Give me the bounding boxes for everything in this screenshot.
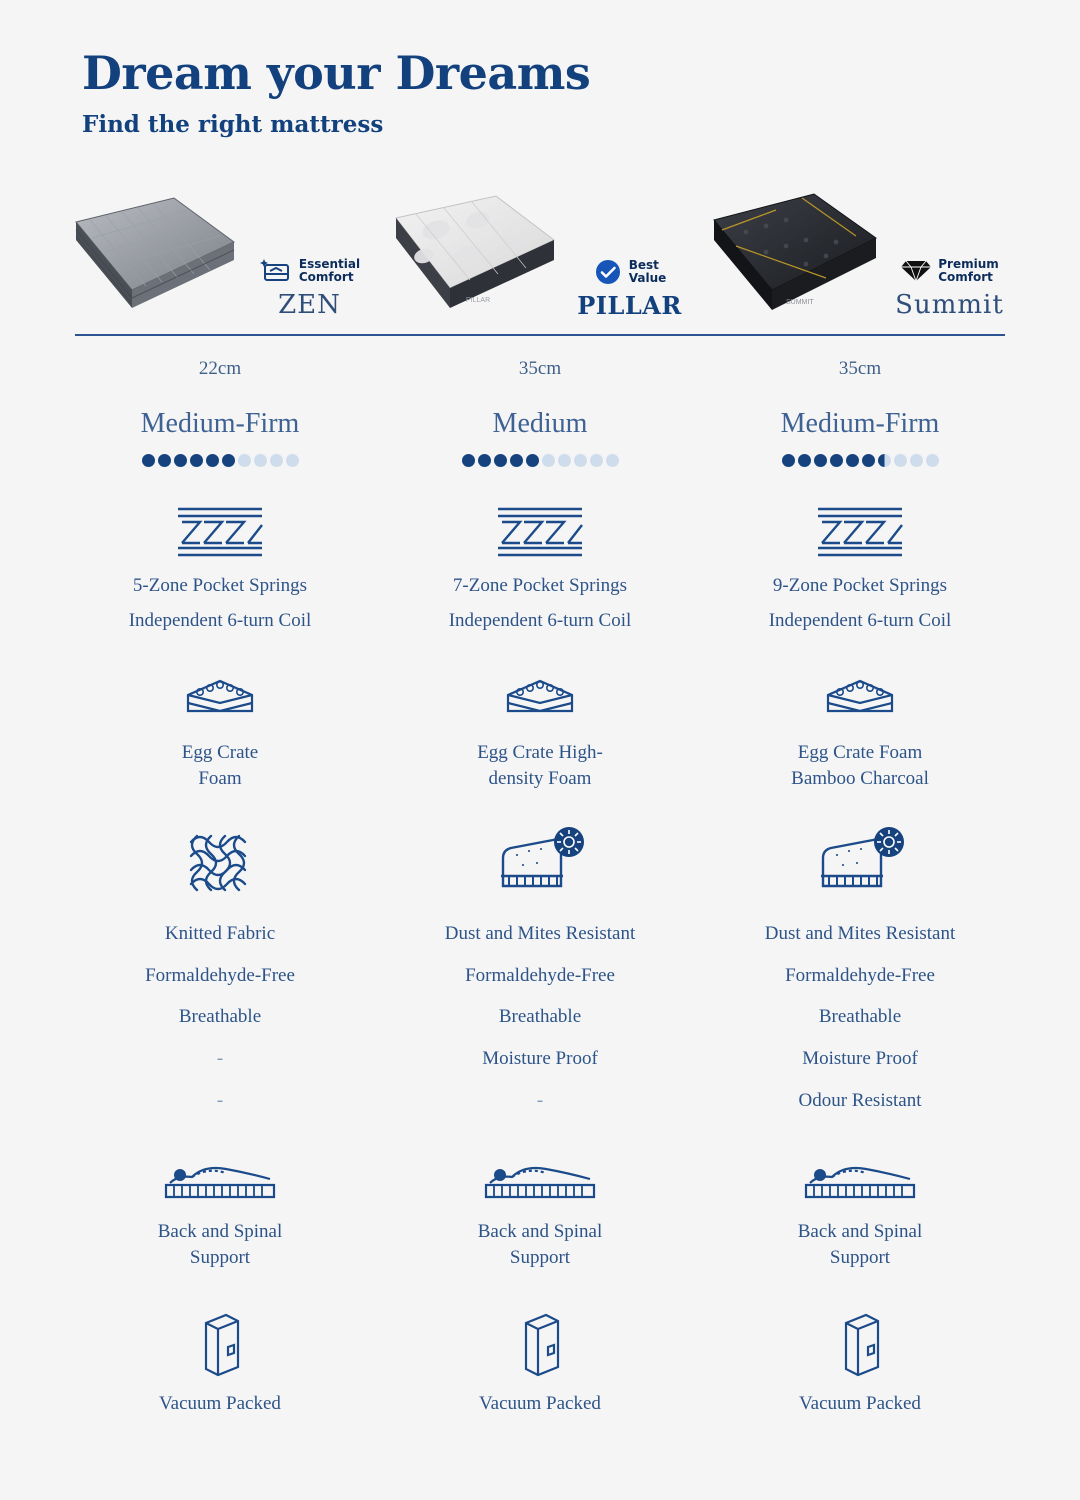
support-line1-zen: Back and Spinal <box>157 1221 283 1243</box>
pocket-springs-icon <box>380 501 700 563</box>
springs-line2-pillar: Independent 6-turn Coil <box>448 610 632 632</box>
page-title: Dream your Dreams <box>82 46 591 100</box>
fabric-feature-3-pillar: Breathable <box>498 1006 582 1028</box>
mattress-image-pillar <box>386 186 561 326</box>
brand-block-zen <box>245 254 375 326</box>
brand-name-summit: Summit <box>895 289 1004 320</box>
height-value-pillar: 35cm <box>518 357 562 379</box>
foam-line1-summit: Egg Crate Foam <box>797 741 923 763</box>
fabric-feature-2-pillar: Formaldehyde-Free <box>465 964 615 986</box>
height-value-zen: 22cm <box>198 357 242 379</box>
egg-crate-foam-icon <box>60 668 380 730</box>
pocket-springs-icon <box>700 501 1020 563</box>
springs-line1-summit: 9-Zone Pocket Springs <box>772 574 948 596</box>
packing-row <box>0 1271 1080 1417</box>
height-value-summit: 35cm <box>838 357 882 379</box>
badge-zen <box>245 254 375 288</box>
support-line2-pillar: Support <box>509 1247 571 1268</box>
dust-mite-resistant-icon <box>700 825 1020 905</box>
packing-label-pillar: Vacuum Packed <box>479 1392 601 1414</box>
egg-crate-foam-icon <box>380 668 700 730</box>
fabric-feature-2-zen: Formaldehyde-Free <box>145 964 295 986</box>
foam-line2-zen: Foam <box>198 767 242 789</box>
fabric-feature-1-pillar: Dust and Mites Resistant <box>444 923 636 945</box>
sparkle-bed-icon <box>259 256 293 286</box>
brand-name-pillar: PILLAR <box>577 290 682 320</box>
fabric-feature-1-zen: Knitted Fabric <box>164 923 276 945</box>
support-line1-summit: Back and Spinal <box>797 1221 923 1243</box>
spinal-support-icon <box>380 1147 700 1209</box>
page-subtitle: Find the right mattress <box>82 110 384 138</box>
foam-row <box>0 634 1080 791</box>
badge-label-zen: Essential Comfort <box>298 256 361 284</box>
fabric-feature-1-summit: Dust and Mites Resistant <box>764 923 956 945</box>
brand-block-summit <box>885 254 1015 326</box>
spinal-support-icon <box>60 1147 380 1209</box>
egg-crate-foam-icon <box>700 668 1020 730</box>
height-row <box>0 336 1080 380</box>
fabric-feature-3-zen: Breathable <box>178 1006 262 1028</box>
fabric-feature-5-zen: - <box>216 1089 224 1111</box>
support-line1-pillar: Back and Spinal <box>477 1221 603 1243</box>
springs-line1-zen: 5-Zone Pocket Springs <box>132 574 308 596</box>
product-row <box>0 166 1080 326</box>
badge-label-pillar: Best Value <box>628 257 667 285</box>
firmness-scale-zen <box>60 440 380 467</box>
brand-name-zen: ZEN <box>278 289 341 320</box>
product-card-zen[interactable] <box>60 166 380 326</box>
svg-text:SUMMIT: SUMMIT <box>785 298 814 306</box>
product-card-pillar[interactable] <box>380 166 700 326</box>
brand-block-pillar <box>565 255 695 326</box>
foam-line1-pillar: Egg Crate High- <box>477 741 603 763</box>
firmness-label-zen: Medium-Firm <box>140 407 300 439</box>
foam-line1-zen: Egg Crate <box>181 741 259 763</box>
springs-row <box>0 467 1080 634</box>
pocket-springs-icon <box>60 501 380 563</box>
vacuum-box-icon <box>380 1305 700 1381</box>
foam-line2-pillar: density Foam <box>488 767 592 789</box>
fabric-feature-2-summit: Formaldehyde-Free <box>785 964 935 986</box>
support-line2-zen: Support <box>189 1247 251 1268</box>
check-circle-icon <box>593 257 623 287</box>
springs-line2-zen: Independent 6-turn Coil <box>128 610 312 632</box>
support-line2-summit: Support <box>829 1247 891 1268</box>
springs-line1-pillar: 7-Zone Pocket Springs <box>452 574 628 596</box>
fabric-feature-4-zen: - <box>216 1048 224 1070</box>
mattress-image-zen <box>66 186 241 326</box>
firmness-scale-pillar <box>380 440 700 467</box>
fabric-feature-4-pillar: Moisture Proof <box>482 1048 598 1070</box>
support-row <box>0 1113 1080 1270</box>
badge-label-summit: Premium Comfort <box>938 256 999 284</box>
firmness-label-pillar: Medium <box>492 407 588 439</box>
packing-label-summit: Vacuum Packed <box>799 1392 921 1414</box>
vacuum-box-icon <box>60 1305 380 1381</box>
fabric-feature-5-summit: Odour Resistant <box>798 1089 922 1111</box>
fabric-feature-3-summit: Breathable <box>818 1006 902 1028</box>
badge-pillar <box>565 255 695 289</box>
packing-label-zen: Vacuum Packed <box>159 1392 281 1414</box>
foam-line2-summit: Bamboo Charcoal <box>791 767 929 789</box>
firmness-label-summit: Medium-Firm <box>780 407 940 439</box>
spinal-support-icon <box>700 1147 1020 1209</box>
svg-text:PILLAR: PILLAR <box>465 296 490 304</box>
firmness-scale-summit <box>700 440 1020 467</box>
diamond-icon <box>900 257 932 285</box>
page-header <box>0 0 1080 138</box>
mattress-image-summit <box>706 186 881 326</box>
firmness-row <box>0 380 1080 467</box>
fabric-feature-5-pillar: - <box>536 1089 544 1111</box>
vacuum-box-icon <box>700 1305 1020 1381</box>
fabric-feature-4-summit: Moisture Proof <box>802 1048 918 1070</box>
fabric-row <box>0 791 1080 1113</box>
dust-mite-resistant-icon <box>380 825 700 905</box>
product-card-summit[interactable] <box>700 166 1020 326</box>
badge-summit <box>885 254 1015 288</box>
knitted-fabric-icon <box>60 825 380 905</box>
springs-line2-summit: Independent 6-turn Coil <box>768 610 952 632</box>
